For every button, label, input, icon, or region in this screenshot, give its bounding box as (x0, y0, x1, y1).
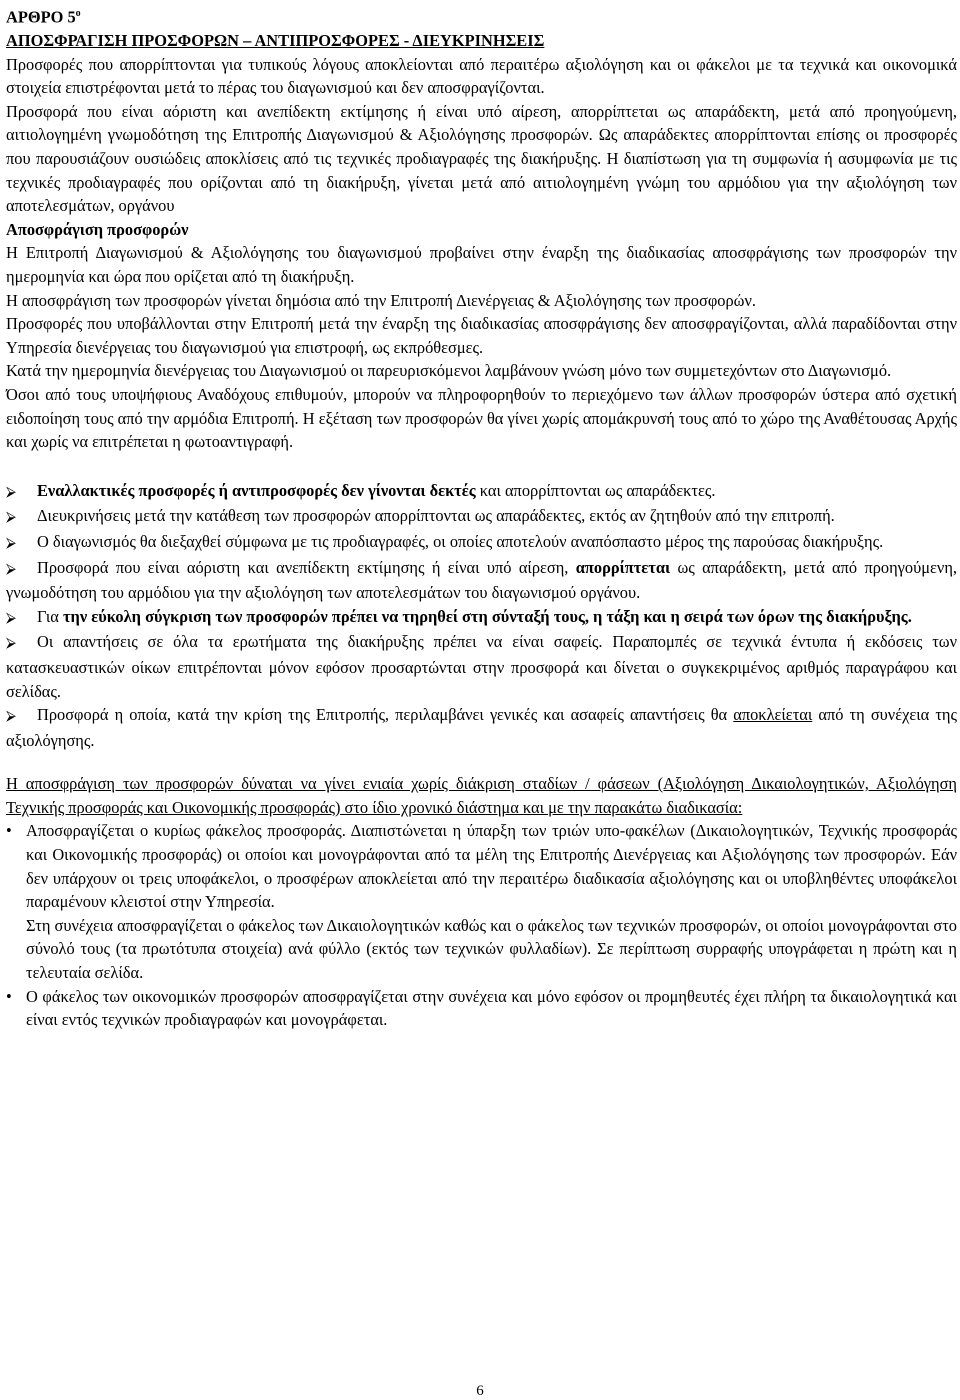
arrow-item: ⮚ Διευκρινήσεις μετά την κατάθεση των προσφορών απορρίπτονται ως απαράδεκτες, εκτός αν ζητηθούν από την επιτροπή. (6, 504, 957, 530)
arrow-bullet-icon: ⮚ (6, 708, 16, 725)
bullet-text-continuation: Στη συνέχεια αποσφραγίζεται ο φάκελος των Δικαιολογητικών καθώς και ο φάκελος των τεχνικών προσφορών, οι οποίοι μονογράφονται στο σύνολό τους (τα πρωτότυπα στοιχεία) ανά φύλλο (εκτός των τεχνικών φυλλαδίων). Σε περίπτωση συρραφής υπογράφεται η πρώτη και η τελευταία σελίδα. (26, 915, 957, 983)
paragraph-public-opening: Η αποσφράγιση των προσφορών γίνεται δημόσια από την Επιτροπή Διενέργειας & Αξιολόγησης των προσφορών. (6, 290, 756, 310)
bullet-item (6, 819, 957, 984)
arrow-bullet-icon: ⮚ (6, 483, 16, 500)
arrow-item: ⮚ Οι απαντήσεις σε όλα τα ερωτήματα της διακήρυξης πρέπει να είναι σαφείς. Παραπομπές σε τεχνικά έντυπα ή εκδόσεις των κατασκευαστικών οίκων επιτρέπονται μόνον εφόσον προσαρτώνται στην προσφορά και δίνεται ο συγκεκριμένος αριθμός παραγράφου και σελίδας. (6, 632, 957, 701)
document-page (6, 2, 957, 1032)
section-heading-opening: Αποσφράγιση προσφορών (6, 219, 189, 239)
arrow-item: ⮚ Ο διαγωνισμός θα διεξαχθεί σύμφωνα με τις προδιαγραφές, οι οποίες αποτελούν αναπόσπαστο μέρος της παρούσας διακήρυξης. (6, 530, 957, 556)
paragraph-review-other-offers: Όσοι από τους υποψήφιους Αναδόχους επιθυμούν, μπορούν να πληροφορηθούν το περιεχόμενο των άλλων προσφορών ύστερα από σχετική ειδοποίηση τους από την αρμόδια Επιτροπή. Η εξέταση των προσφορών θα γίνει χωρίς απομάκρυνσή τους από το χώρο της Αναθέτουσας Αρχής και χωρίς να επιτρέπεται η φωτοαντιγραφή. (6, 384, 957, 452)
arrow-item: ⮚ Εναλλακτικές προσφορές ή αντιπροσφορές δεν γίνονται δεκτές και απορρίπτονται ως απαράδεκτες. (6, 479, 957, 505)
arrow-bullet-icon: ⮚ (6, 635, 16, 652)
paragraph-rejected-offers: Προσφορές που απορρίπτονται για τυπικούς λόγους αποκλείονται από περαιτέρω αξιολόγηση και οι φάκελοι με τα τεχνικά και οικονομικά στοιχεία επιστρέφονται μετά το πέρας του διαγωνισμού και δεν αποσφραγίζονται. (6, 54, 957, 98)
paragraph-opening-start: Η Επιτροπή Διαγωνισμού & Αξιολόγησης του διαγωνισμού προβαίνει στην έναρξη της διαδικασίας αποσφράγισης των προσφορών την ημερομηνία και ώρα που ορίζεται από τη διακήρυξη. (6, 243, 957, 286)
paragraph-late-offers: Προσφορές που υποβάλλονται στην Επιτροπή μετά την έναρξη της διαδικασίας αποσφράγισης δεν αποσφραγίζονται, αλλά παραδίδονται στην Υπηρεσία διενέργειας του διαγωνισμού για επιστροφή, ως εκπρόθεσμες. (6, 314, 957, 357)
arrow-item: ⮚ Προσφορά που είναι αόριστη και ανεπίδεκτη εκτίμησης ή είναι υπό αίρεση, απορρίπτεται ως απαράδεκτη, μετά από προηγούμενη, γνωμοδότηση του αρμόδιου για την αξιολόγηση των αποτελεσμάτων του διαγωνισμού οργάνου. (6, 557, 957, 603)
arrow-item: ⮚ Για την εύκολη σύγκριση των προσφορών πρέπει να τηρηθεί στη σύνταξή τους, η τάξη και η σειρά των όρων της διακήρυξης. (6, 605, 957, 631)
paragraph-single-opening-intro: Η αποσφράγιση των προσφορών δύναται να γίνει ενιαία χωρίς διάκριση σταδίων / φάσεων (Αξιολόγηση Δικαιολογητικών, Αξιολόγηση Τεχνικής προσφοράς και Οικονομικής προσφοράς) στο ίδιο χρονικό διάστημα και με την παρακάτω διαδικασία: (6, 774, 957, 817)
page-number: 6 (476, 1383, 484, 1399)
bullet-item (6, 985, 957, 1032)
arrow-bullet-icon: ⮚ (6, 534, 16, 551)
article-subtitle: ΑΠΟΣΦΡΑΓΙΣΗ ΠΡΟΣΦΟΡΩΝ – ΑΝΤΙΠΡΟΣΦΟΡΕΣ - ΔΙΕΥΚΡΙΝΗΣΕΙΣ (6, 31, 545, 51)
paragraph-vague-offers: Προσφορά που είναι αόριστη και ανεπίδεκτη εκτίμησης ή είναι υπό αίρεση, απορρίπτεται ως απαράδεκτη, μετά από προηγούμενη, αιτιολογημένη γνωμοδότηση της Επιτροπής Διαγωνισμού & Αξιολόγησης προσφορών. Ως απαράδεκτες απορρίπτονται επίσης οι προσφορές που παρουσιάζουν ουσιώδεις αποκλίσεις από τις τεχνικές προδιαγραφές της διακήρυξης. Η διαπίστωση για τη συμφωνία ή ασυμφωνία με τις τεχνικές προδιαγραφές που ορίζονται από τη διακήρυξη, γίνεται μετά από αιτιολογημένη γνώμη του αρμόδιου για την αξιολόγηση των αποτελεσμάτων, οργάνου (6, 101, 957, 216)
arrow-item: ⮚ Προσφορά η οποία, κατά την κρίση της Επιτροπής, περιλαμβάνει γενικές και ασαφείς απαντήσεις θα αποκλείεται από τη συνέχεια της αξιολόγησης. (6, 705, 957, 750)
arrow-bullet-icon: ⮚ (6, 609, 16, 626)
paragraph-attendees: Κατά την ημερομηνία διενέργειας του Διαγωνισμού οι παρευρισκόμενοι λαμβάνουν γνώση μόνο των συμμετεχόντων στο Διαγωνισμό. (6, 361, 892, 381)
bullet-text-financial-envelope: Ο φάκελος των οικονομικών προσφορών αποσφραγίζεται στην συνέχεια και μόνο εφόσον οι προμηθευτές έχει πλήρη τα δικαιολογητικά και είναι εντός τεχνικών προδιαγραφών και μονογράφεται. (26, 986, 957, 1030)
article-title-superscript: ο (75, 8, 81, 19)
arrow-bullet-icon: ⮚ (6, 509, 16, 526)
arrow-bullet-icon: ⮚ (6, 560, 16, 577)
bullet-dot-icon: • (6, 986, 12, 1006)
article-title: ΑΡΘΡΟ $5^o$ (6, 7, 81, 27)
bullet-dot-icon: • (6, 821, 12, 841)
bullet-text-main-envelope: Αποσφραγίζεται ο κυρίως φάκελος προσφοράς. Διαπιστώνεται η ύπαρξη των τριών υπο-φακέλων (Δικαιολογητικών, Τεχνικής προσφοράς και Οικονομικής προσφοράς) οι οποίοι και μονογράφονται από τα μέλη της Επιτροπής Διενέργειας και Αξιολόγησης των προσφορών. Εάν δεν υπάρχουν οι τρεις υποφάκελοι, ο προσφέρων αποκλείεται από την περαιτέρω διαδικασία αξιολόγησης και οι υποβληθέντες υποφάκελοι παραμένουν κλειστοί στην Υπηρεσία. (26, 821, 957, 912)
